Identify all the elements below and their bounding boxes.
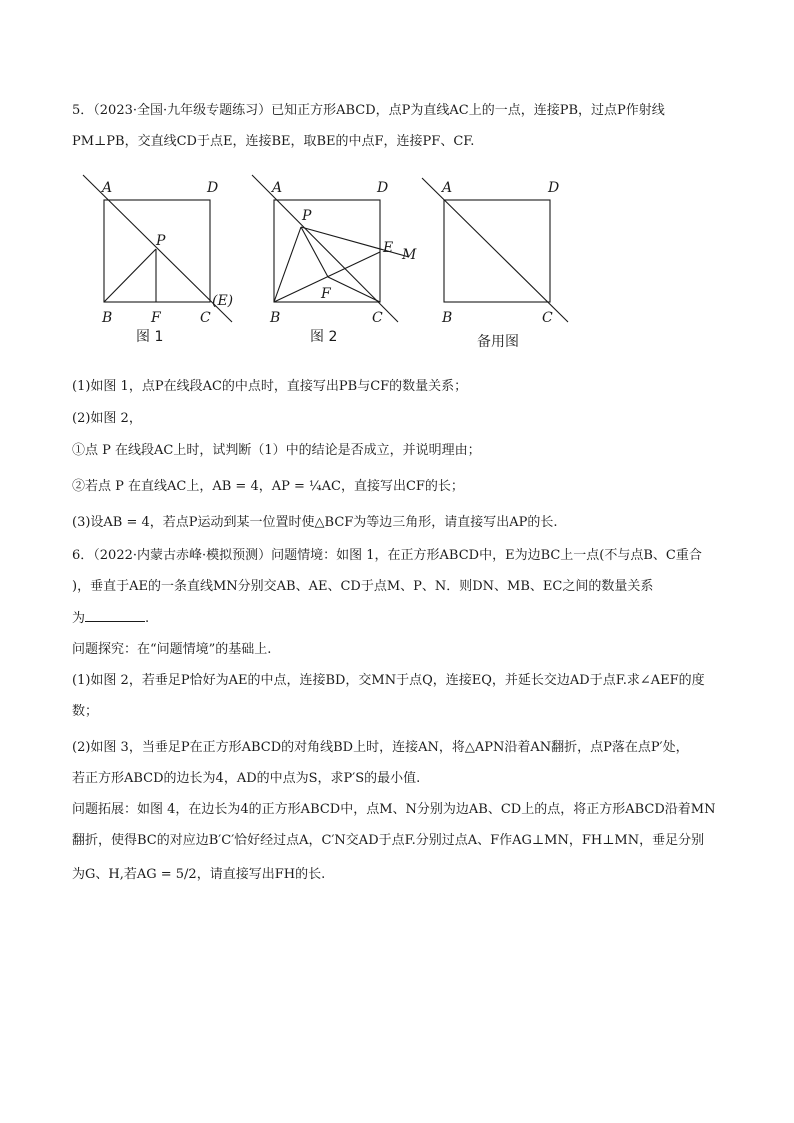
q5-part-2b: ②若点 P 在直线AC上，AB = 4，AP = ¼AC，直接写出CF的长； [72, 479, 464, 494]
q5-figures [72, 170, 732, 360]
q6-extension-3: 为G、H,若AG = 5/2，请直接写出FH的长. [72, 867, 326, 882]
fig2-label-M: M [402, 247, 417, 263]
q6-part-2a: (2)如图 3，当垂足P在正方形ABCD的对角线BD上时，连接AN，将△APN沿着AN翻折，点P落在点P′处， [72, 740, 689, 755]
fig3-caption: 备用图 [477, 334, 519, 350]
q5-line-1: 5．（2023·全国·九年级专题练习）已知正方形ABCD，点P为直线AC上的一点，连接PB，过点P作射线 [72, 103, 665, 118]
fig2-label-P: P [302, 208, 312, 224]
fig1-label-D: D [207, 180, 219, 196]
q6-line-3-suffix: . [145, 611, 150, 626]
fig2-label-C: C [372, 310, 383, 326]
fig1-label-C: C [200, 310, 211, 326]
fig1-label-A: A [102, 180, 113, 196]
q5-part-2: (2)如图 2， [72, 411, 142, 426]
fig1-label-P: P [156, 233, 166, 249]
q6-part-2b: 若正方形ABCD的边长为4，AD的中点为S，求P′S的最小值. [72, 771, 421, 786]
q6-line-2: )，垂直于AE的一条直线MN分别交AB、AE、CD于点M、P、N．则DN、MB、EC之间的数量关系 [72, 579, 654, 594]
answer-blank [85, 609, 145, 622]
fig1-label-F: F [151, 310, 161, 326]
fig3-label-A: A [442, 180, 453, 196]
fig1-caption: 图 1 [136, 329, 164, 345]
figure-group [72, 170, 732, 360]
fig1-label-B: B [102, 310, 113, 326]
fig3-label-D: D [548, 180, 560, 196]
fig1-label-E: (E) [212, 293, 234, 309]
fig2-label-E: E [383, 240, 394, 256]
q6-part-1b: 数； [72, 704, 99, 719]
q6-line-3 [72, 609, 149, 628]
q6-extension-2: 翻折，使得BC的对应边B′C′恰好经过点A，C′N交AD于点F.分别过点A、F作AG⊥MN，FH⊥MN，垂足分别 [72, 833, 705, 848]
fig2-label-D: D [377, 180, 389, 196]
q5-part-2a: ①点 P 在线段AC上时，试判断（1）中的结论是否成立，并说明理由； [72, 443, 481, 458]
q6-part-1a: (1)如图 2，若垂足P恰好为AE的中点，连接BD，交MN于点Q，连接EQ，并延长交边AD于点F.求∠AEF的度 [72, 673, 705, 688]
q5-part-3: (3)设AB = 4，若点P运动到某一位置时使△BCF为等边三角形，请直接写出AP的长. [72, 515, 558, 530]
q6-line-3-prefix: 为 [72, 611, 86, 626]
q6-explore-title: 问题探究：在“问题情境”的基础上. [72, 642, 272, 657]
fig3-label-C: C [542, 310, 553, 326]
figure-3-diagram [422, 178, 568, 322]
fig2-label-F: F [321, 286, 331, 302]
fig3-label-B: B [442, 310, 453, 326]
fig2-label-B: B [270, 310, 281, 326]
q6-extension-1: 问题拓展：如图 4，在边长为4的正方形ABCD中，点M、N分别为边AB、CD上的点，将正方形ABCD沿着MN [72, 802, 716, 817]
q6-line-1: 6．（2022·内蒙古赤峰·模拟预测）问题情境：如图 1，在正方形ABCD中，E为边BC上一点(不与点B、C重合 [72, 548, 702, 563]
q5-line-2: PM⊥PB，交直线CD于点E，连接BE，取BE的中点F，连接PF、CF. [72, 134, 475, 149]
fig2-caption: 图 2 [310, 329, 338, 345]
q5-part-1: (1)如图 1，点P在线段AC的中点时，直接写出PB与CF的数量关系； [72, 379, 468, 394]
fig2-label-A: A [272, 180, 283, 196]
